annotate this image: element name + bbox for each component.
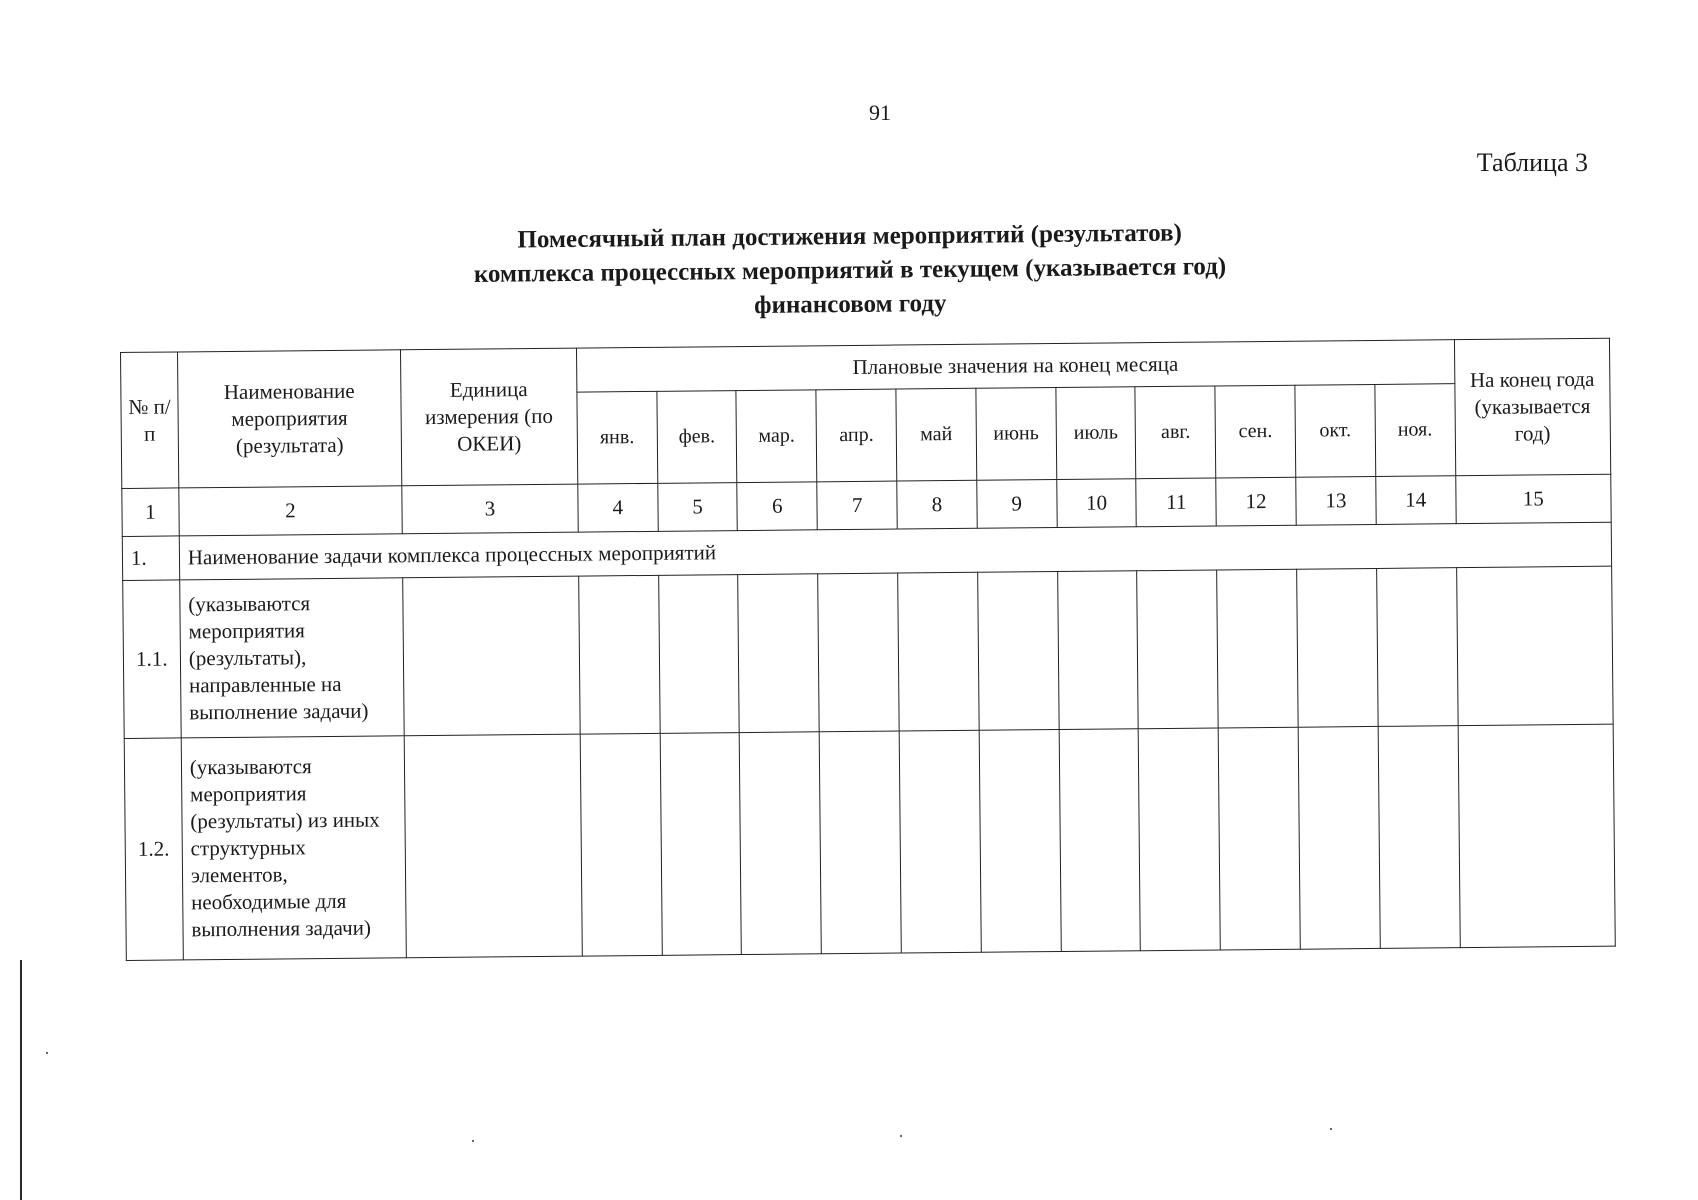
header-month-jul: июль: [1056, 387, 1137, 480]
section-num: 1.: [122, 536, 179, 581]
title-line-3: финансовом году: [754, 289, 947, 320]
header-name: Наименование мероприятия (результата): [177, 350, 401, 488]
table-row: [123, 566, 1613, 738]
scan-speck: [900, 1135, 902, 1137]
title-line-2: комплекса процессных мероприятий в текущем (указывается год): [473, 253, 1227, 288]
header-month-apr: апр.: [816, 389, 897, 482]
month-value-cell: [1137, 570, 1218, 729]
month-value-cell: [1217, 569, 1298, 728]
month-value-cell: [660, 733, 742, 956]
month-value-cell: [1297, 568, 1378, 727]
month-value-cell: [1139, 728, 1221, 951]
month-value-cell: [979, 730, 1061, 953]
header-month-oct: окт.: [1295, 384, 1376, 477]
column-number: 15: [1455, 474, 1611, 523]
row-unit-cell: [403, 576, 581, 736]
month-value-cell: [1376, 568, 1457, 727]
header-year-end: На конец года (указывается год): [1454, 338, 1611, 475]
month-value-cell: [899, 730, 981, 953]
section-title: Наименование задачи комплекса процессных мероприятий: [179, 522, 1612, 580]
month-value-cell: [898, 572, 979, 731]
column-number: 1: [122, 488, 179, 537]
column-number: 3: [402, 484, 578, 534]
column-number: 12: [1216, 477, 1296, 526]
header-unit: Единица измерения (по ОКЕИ): [400, 348, 577, 486]
month-value-cell: [579, 575, 660, 734]
month-value-cell: [1057, 571, 1138, 730]
month-value-cell: [658, 575, 739, 734]
header-month-nov: ноя.: [1375, 384, 1456, 477]
scan-speck: [1330, 1128, 1332, 1130]
column-number: 6: [737, 482, 817, 531]
row-num: 1.1.: [123, 580, 181, 739]
month-value-cell: [1378, 726, 1460, 949]
table-label: Таблица 3: [1476, 148, 1588, 177]
scan-edge-line: [20, 960, 22, 1200]
header-month-may: май: [896, 388, 977, 481]
column-number: 2: [179, 486, 402, 536]
column-number: 4: [578, 483, 658, 532]
month-value-cell: [738, 574, 819, 733]
column-number: 8: [897, 480, 977, 529]
column-number: 13: [1296, 476, 1376, 525]
row-unit-cell: [404, 734, 582, 958]
header-month-feb: фев.: [657, 391, 738, 484]
month-value-cell: [740, 732, 822, 955]
monthly-plan-table: [120, 338, 1616, 961]
column-number: 7: [817, 481, 897, 530]
header-num: № п/п: [121, 352, 179, 489]
document-title: [389, 215, 1310, 327]
column-number: 9: [977, 480, 1057, 529]
scan-speck: [46, 1052, 48, 1054]
month-value-cell: [1298, 726, 1380, 949]
row-name: (указываются мероприятия (результаты), направленные на выполнение задачи): [180, 578, 405, 738]
column-number: 10: [1056, 479, 1136, 528]
month-value-cell: [580, 733, 662, 956]
month-value-cell: [818, 573, 899, 732]
row-num: 1.2.: [124, 738, 183, 961]
monthly-plan-table-container: [120, 338, 1616, 961]
month-value-cell: [977, 572, 1058, 731]
month-value-cell: [1059, 729, 1141, 952]
page-number: 91: [869, 100, 891, 125]
title-line-1: Помесячный план достижения мероприятий (результатов): [517, 219, 1182, 254]
header-month-sep: сен.: [1215, 385, 1296, 478]
scan-speck: [472, 1140, 474, 1142]
row-name: (указываются мероприятия (результаты) из иных структурных элементов, необходимые для выполнения задачи): [181, 736, 406, 960]
column-number: 11: [1136, 478, 1216, 527]
header-month-jun: июнь: [976, 388, 1057, 481]
year-end-value-cell: [1458, 724, 1615, 947]
month-value-cell: [1218, 727, 1300, 950]
header-plan-group: Плановые значения на конец месяца: [576, 340, 1454, 392]
column-number: 14: [1376, 476, 1456, 525]
month-value-cell: [819, 731, 901, 954]
header-month-jan: янв.: [577, 391, 658, 484]
header-month-aug: авг.: [1135, 386, 1216, 479]
year-end-value-cell: [1456, 566, 1613, 725]
header-month-mar: мар.: [736, 390, 817, 483]
table-row: [124, 724, 1615, 960]
column-number: 5: [657, 483, 737, 532]
